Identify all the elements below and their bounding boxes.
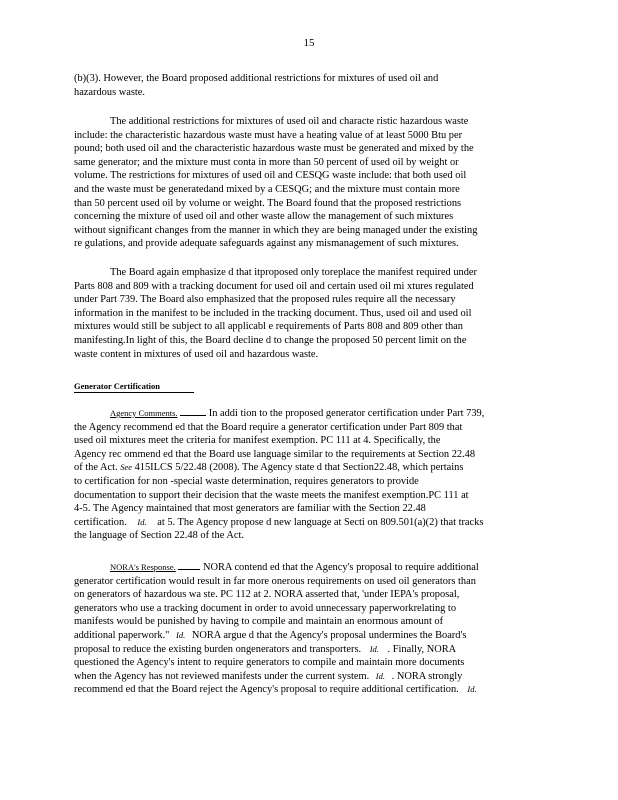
id-citation: Id. [375, 670, 386, 681]
paragraph-1 [74, 72, 536, 99]
text-line: proposal to reduce the existing burden ongenerators and transporters. [74, 643, 362, 655]
id-citation: Id. [137, 516, 147, 527]
text-line: In addi tion to the proposed generator certification under Part 739, [208, 408, 485, 419]
id-citation: Id. [369, 643, 379, 654]
text-line: same generator; and the mixture must conta in more than 50 percent of used oil by weight or [74, 156, 459, 168]
heading-underline [74, 392, 194, 393]
agency-comments-paragraph [74, 407, 536, 543]
text-line: used oil mixtures meet the criteria for manifest exemption. PC 111 at 4. Specifically, the [74, 435, 441, 447]
text-line: recommend ed that the Board reject the Agency's proposal to require additional certification. [74, 684, 459, 696]
text-line: NORA argue d that the Agency's proposal undermines the Board's [191, 629, 467, 641]
text-line: generator certification would result in far more onerous requirements on used oil generators than [74, 575, 476, 587]
nora-response-label: NORA's Response. [110, 562, 176, 572]
text-line: hazardous waste. [74, 86, 145, 98]
text-line: under Part 739. The Board also emphasized that the proposed rules require all the necessary [74, 294, 456, 306]
text-line: manifests would be punished by having to compile and maintain an enormous amount of [74, 616, 444, 628]
text-line: 415ILCS 5/22.48 (2008). The Agency state d that Section22.48, which pertains [134, 462, 464, 474]
text-line: (b)(3). However, the Board proposed additional restrictions for mixtures of used oil and [74, 73, 439, 84]
text-line: on generators of hazardous wa ste. PC 112 at 2. NORA asserted that, 'under IEPA's proposal, [74, 589, 460, 601]
text-line: Parts 808 and 809 with a tracking document for used oil and certain used oil mi xtures regulated [74, 280, 474, 292]
section-heading: Generator Certification [74, 381, 160, 391]
text-line: documentation to support their decision that the waste meets the manifest exemption.PC 111 at [74, 489, 469, 501]
paragraph-2 [74, 115, 536, 251]
text-line: than 50 percent used oil by volume or weight. The Board found that the proposed restrictions [74, 197, 462, 209]
text-line: mixtures would still be subject to all applicabl e requirements of Parts 808 and 809 other than [74, 321, 463, 333]
text-line: The additional restrictions for mixtures of used oil and characte ristic hazardous waste [110, 116, 469, 127]
text-line: questioned the Agency's intent to require generators to compile and maintain more documents [74, 657, 465, 669]
id-citation: Id. [467, 684, 477, 695]
text-line: Agency rec ommend ed that the Board use language similar to the requirements at Section 22.48 [74, 448, 476, 460]
text-line: pound; both used oil and the characteristic hazardous waste must be generated and mixed by the [74, 143, 474, 155]
text-line: volume. The restrictions for mixtures of used oil and CESQG waste include: that both used oil [74, 170, 467, 182]
text-line: to certification for non -special waste determination, requires generators to provide [74, 475, 419, 487]
text-line: NORA contend ed that the Agency's proposal to require additional [202, 562, 479, 573]
text-line: at 5. The Agency propose d new language at Secti on 809.501(a)(2) that tracks [157, 516, 484, 528]
agency-comments-label: Agency Comments. [110, 408, 178, 418]
text-line: generators who use a tracking document in order to avoid unnecessary paperworkrelating to [74, 602, 457, 614]
page-number: 15 [303, 37, 315, 49]
text-line: additional paperwork." [74, 629, 170, 641]
text-line: . Finally, NORA [387, 643, 457, 655]
text-line: manifesting.In light of this, the Board decline d to change the proposed 50 percent limit on the [74, 334, 467, 346]
text-line: . NORA strongly [391, 670, 463, 682]
text-line: concerning the mixture of used oil and other waste allow the management of such mixtures [74, 211, 454, 223]
label-underline [180, 415, 206, 416]
text-line: The Board again emphasize d that itproposed only toreplace the manifest required under [110, 267, 478, 278]
text-line: 4-5. The Agency maintained that most generators are familiar with the Section 22.48 [74, 503, 426, 515]
text-line: the language of Section 22.48 of the Act. [74, 530, 244, 542]
text-line: without significant changes from the manner in which they are being managed under the existing [74, 224, 478, 236]
label-underline [178, 569, 200, 570]
paragraph-3 [74, 266, 536, 361]
text-line: re gulations, and provide adequate safeguards against any mismanagement of such mixtures. [74, 238, 459, 250]
text-line: when the Agency has not reviewed manifests under the current system. [74, 670, 370, 682]
text-line: include: the characteristic hazardous waste must have a heating value of at least 5000 Btu per [74, 129, 463, 141]
nora-response-paragraph [74, 561, 536, 697]
text-line: information in the manifest to be included in the tracking document. Thus, used oil and used oil [74, 307, 472, 319]
id-citation: Id. [176, 629, 186, 640]
text-line: the Agency recommend ed that the Board require a generator certification under Part 809 that [74, 421, 463, 433]
text-line: of the Act. [74, 462, 118, 474]
see-signal: See [120, 462, 132, 473]
text-line: certification. [74, 516, 127, 528]
text-line: and the waste must be generatedand mixed by a CESQG; and the mixture must contain more [74, 183, 460, 195]
text-line: waste content in mixtures of used oil and hazardous waste. [74, 348, 319, 360]
